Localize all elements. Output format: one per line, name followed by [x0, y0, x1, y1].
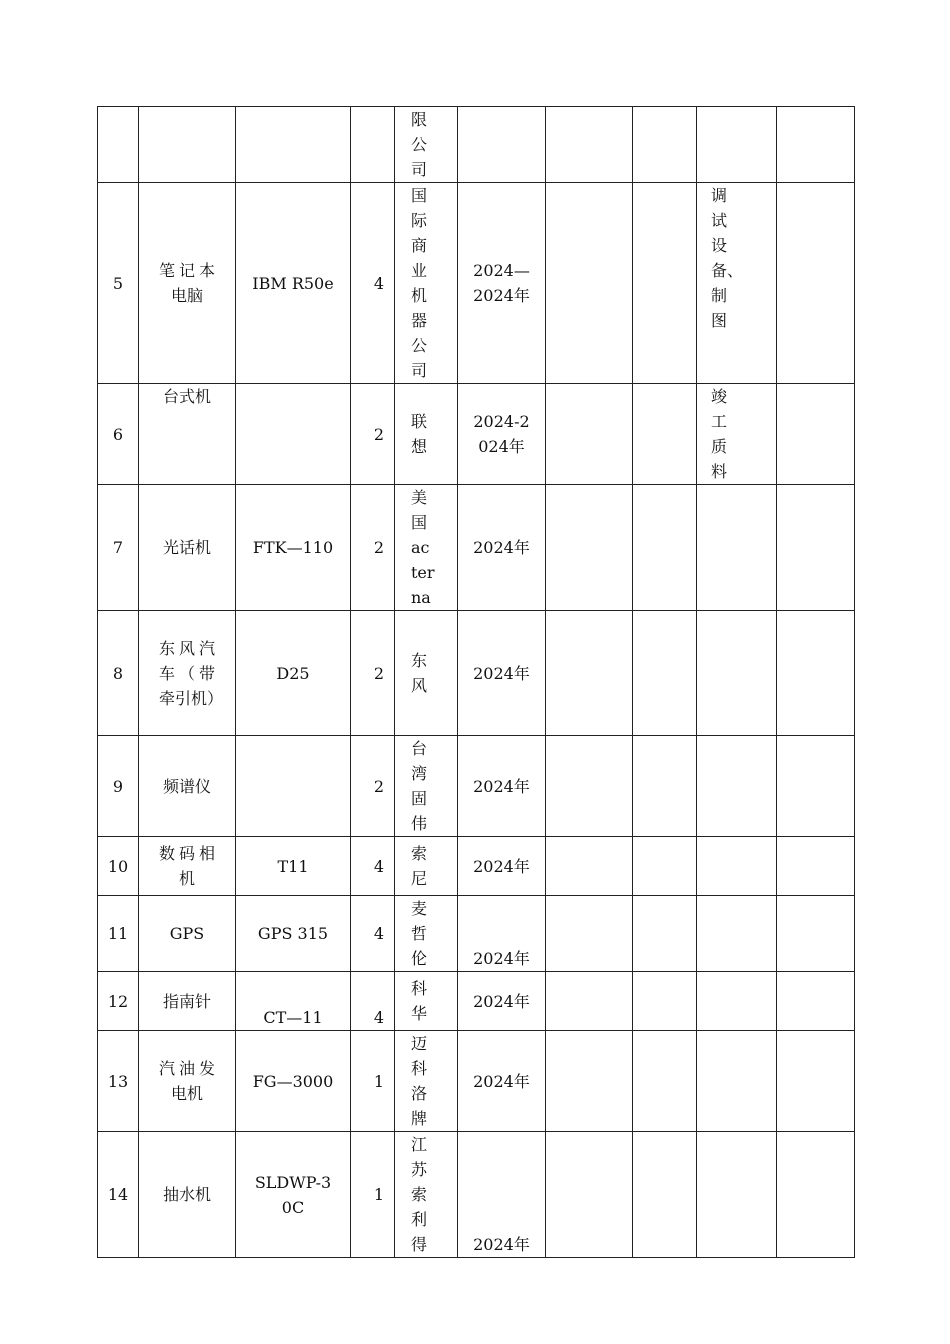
cell-year	[458, 1132, 546, 1258]
cell-equipment-name-text: GPS	[169, 924, 205, 943]
cell-year-text: 2024年	[473, 1071, 530, 1091]
cell-equipment-name	[139, 896, 236, 972]
cell-remarks	[697, 1132, 777, 1258]
cell-equipment-name-text: 台式机	[162, 387, 211, 406]
cell-year	[458, 107, 546, 183]
cell-equipment-name-text: 笔记本电脑	[159, 261, 215, 305]
cell-empty	[546, 837, 633, 896]
cell-model	[236, 485, 351, 611]
cell-remarks	[697, 736, 777, 837]
cell-no: 6	[98, 384, 139, 485]
cell-no: 12	[98, 972, 139, 1031]
cell-empty	[777, 972, 855, 1031]
cell-no: 7	[98, 485, 139, 611]
cell-manufacturer	[395, 1132, 458, 1258]
cell-remarks	[697, 972, 777, 1031]
table-row	[98, 837, 855, 896]
cell-manufacturer	[395, 837, 458, 896]
cell-model	[236, 736, 351, 837]
cell-manufacturer-text: 联想	[411, 412, 428, 456]
cell-empty	[777, 837, 855, 896]
table-row	[98, 1132, 855, 1258]
cell-model-text: FTK—110	[252, 538, 334, 557]
cell-year-text: 2024年	[473, 776, 530, 796]
cell-manufacturer	[395, 384, 458, 485]
cell-model-text: T11	[277, 856, 309, 876]
cell-empty	[777, 896, 855, 972]
cell-manufacturer-text: 索尼	[411, 844, 428, 888]
cell-remarks	[697, 485, 777, 611]
cell-model	[236, 896, 351, 972]
cell-no	[98, 107, 139, 183]
table-row	[98, 896, 855, 972]
cell-year	[458, 1031, 546, 1132]
cell-remarks	[697, 611, 777, 736]
cell-empty	[777, 1031, 855, 1132]
cell-model	[236, 1132, 351, 1258]
cell-model-text: FG—3000	[252, 1071, 334, 1091]
cell-year-text: 2024年	[473, 1235, 530, 1254]
table-row	[98, 384, 855, 485]
cell-empty	[777, 107, 855, 183]
table-row	[98, 1031, 855, 1132]
cell-equipment-name	[139, 736, 236, 837]
cell-remarks-text: 竣工质料	[711, 387, 728, 481]
cell-empty	[546, 384, 633, 485]
cell-no: 5	[98, 183, 139, 384]
cell-quantity: 1	[351, 1132, 395, 1258]
cell-year	[458, 384, 546, 485]
cell-manufacturer	[395, 611, 458, 736]
cell-no: 11	[98, 896, 139, 972]
cell-year	[458, 611, 546, 736]
cell-quantity	[351, 107, 395, 183]
cell-manufacturer-text: 江苏索利得	[411, 1135, 428, 1254]
cell-equipment-name-text: 抽水机	[162, 1185, 211, 1204]
cell-year	[458, 183, 546, 384]
cell-empty	[777, 611, 855, 736]
cell-manufacturer-text: 迈科洛牌	[411, 1034, 428, 1128]
cell-year-text: 2024年	[473, 538, 530, 557]
cell-remarks	[697, 384, 777, 485]
cell-equipment-name	[139, 384, 236, 485]
cell-quantity: 2	[351, 485, 395, 611]
table-row	[98, 485, 855, 611]
cell-manufacturer	[395, 736, 458, 837]
cell-equipment-name	[139, 1031, 236, 1132]
cell-equipment-name	[139, 183, 236, 384]
cell-year	[458, 972, 546, 1031]
cell-manufacturer-text: 东风	[411, 651, 428, 695]
cell-empty	[633, 384, 697, 485]
cell-manufacturer	[395, 896, 458, 972]
cell-model-text: SLDWP-30C	[254, 1172, 332, 1217]
cell-quantity: 1	[351, 1031, 395, 1132]
cell-model	[236, 107, 351, 183]
cell-manufacturer	[395, 1031, 458, 1132]
cell-empty	[633, 896, 697, 972]
cell-year-text: 2024年	[473, 991, 530, 1011]
cell-empty	[633, 1132, 697, 1258]
cell-equipment-name	[139, 485, 236, 611]
cell-equipment-name	[139, 972, 236, 1031]
cell-manufacturer-text: 限公司	[411, 110, 428, 179]
cell-equipment-name	[139, 1132, 236, 1258]
cell-model	[236, 183, 351, 384]
cell-model-text: CT—11	[263, 1008, 323, 1027]
cell-year	[458, 837, 546, 896]
cell-manufacturer-text: 美国acterna	[411, 488, 435, 607]
cell-model-text: IBM R50e	[252, 273, 334, 293]
cell-quantity: 4	[351, 972, 395, 1031]
cell-year-text: 2024—2024年	[473, 261, 530, 305]
cell-no: 14	[98, 1132, 139, 1258]
cell-model-text: GPS 315	[257, 924, 329, 943]
cell-manufacturer-text: 台湾固伟	[411, 739, 428, 833]
cell-remarks	[697, 1031, 777, 1132]
cell-empty	[633, 107, 697, 183]
table-row	[98, 611, 855, 736]
cell-manufacturer-text: 国际商业机器公司	[411, 186, 428, 380]
cell-manufacturer	[395, 972, 458, 1031]
cell-empty	[546, 896, 633, 972]
cell-equipment-name-text: 频谱仪	[162, 776, 211, 796]
cell-empty	[546, 1132, 633, 1258]
cell-year-text: 2024年	[473, 949, 530, 968]
cell-equipment-name-text: 指南针	[162, 991, 211, 1011]
cell-equipment-name	[139, 837, 236, 896]
cell-empty	[546, 972, 633, 1031]
cell-equipment-name-text: 东风汽车（带牵引机）	[159, 638, 224, 708]
cell-empty	[546, 183, 633, 384]
cell-remarks-text: 调试设备、制图	[711, 186, 744, 330]
cell-manufacturer	[395, 183, 458, 384]
cell-manufacturer-text: 科华	[411, 979, 428, 1023]
cell-empty	[633, 837, 697, 896]
cell-empty	[633, 611, 697, 736]
cell-empty	[633, 972, 697, 1031]
cell-empty	[546, 1031, 633, 1132]
cell-year	[458, 736, 546, 837]
cell-remarks	[697, 896, 777, 972]
cell-empty	[546, 107, 633, 183]
cell-empty	[633, 183, 697, 384]
table-row	[98, 107, 855, 183]
cell-empty	[777, 485, 855, 611]
cell-empty	[633, 1031, 697, 1132]
cell-empty	[546, 611, 633, 736]
cell-quantity: 4	[351, 183, 395, 384]
cell-empty	[777, 183, 855, 384]
table-row	[98, 972, 855, 1031]
cell-year-text: 2024年	[473, 856, 530, 876]
cell-equipment-name	[139, 107, 236, 183]
cell-quantity: 2	[351, 384, 395, 485]
cell-quantity: 4	[351, 837, 395, 896]
cell-no: 9	[98, 736, 139, 837]
cell-model	[236, 1031, 351, 1132]
equipment-table	[97, 106, 855, 1258]
cell-equipment-name-text: 数码相机	[159, 844, 215, 888]
cell-remarks	[697, 837, 777, 896]
cell-no: 10	[98, 837, 139, 896]
cell-empty	[633, 485, 697, 611]
cell-model-text: D25	[276, 663, 310, 683]
cell-equipment-name-text: 光话机	[162, 538, 211, 557]
cell-no: 13	[98, 1031, 139, 1132]
cell-quantity: 2	[351, 736, 395, 837]
cell-manufacturer	[395, 107, 458, 183]
cell-year	[458, 485, 546, 611]
cell-remarks	[697, 107, 777, 183]
cell-model	[236, 384, 351, 485]
cell-equipment-name	[139, 611, 236, 736]
table-row	[98, 183, 855, 384]
cell-year	[458, 896, 546, 972]
cell-year-text: 2024-2024年	[473, 412, 530, 456]
cell-year-text: 2024年	[473, 663, 530, 683]
cell-model	[236, 611, 351, 736]
cell-no: 8	[98, 611, 139, 736]
cell-manufacturer	[395, 485, 458, 611]
cell-empty	[633, 736, 697, 837]
cell-equipment-name-text: 汽油发电机	[159, 1059, 215, 1103]
cell-manufacturer-text: 麦哲伦	[411, 899, 428, 968]
cell-empty	[546, 485, 633, 611]
cell-empty	[777, 736, 855, 837]
cell-empty	[777, 384, 855, 485]
cell-empty	[546, 736, 633, 837]
cell-model	[236, 972, 351, 1031]
cell-empty	[777, 1132, 855, 1258]
cell-remarks	[697, 183, 777, 384]
cell-model	[236, 837, 351, 896]
cell-quantity: 2	[351, 611, 395, 736]
table-row	[98, 736, 855, 837]
cell-quantity: 4	[351, 896, 395, 972]
